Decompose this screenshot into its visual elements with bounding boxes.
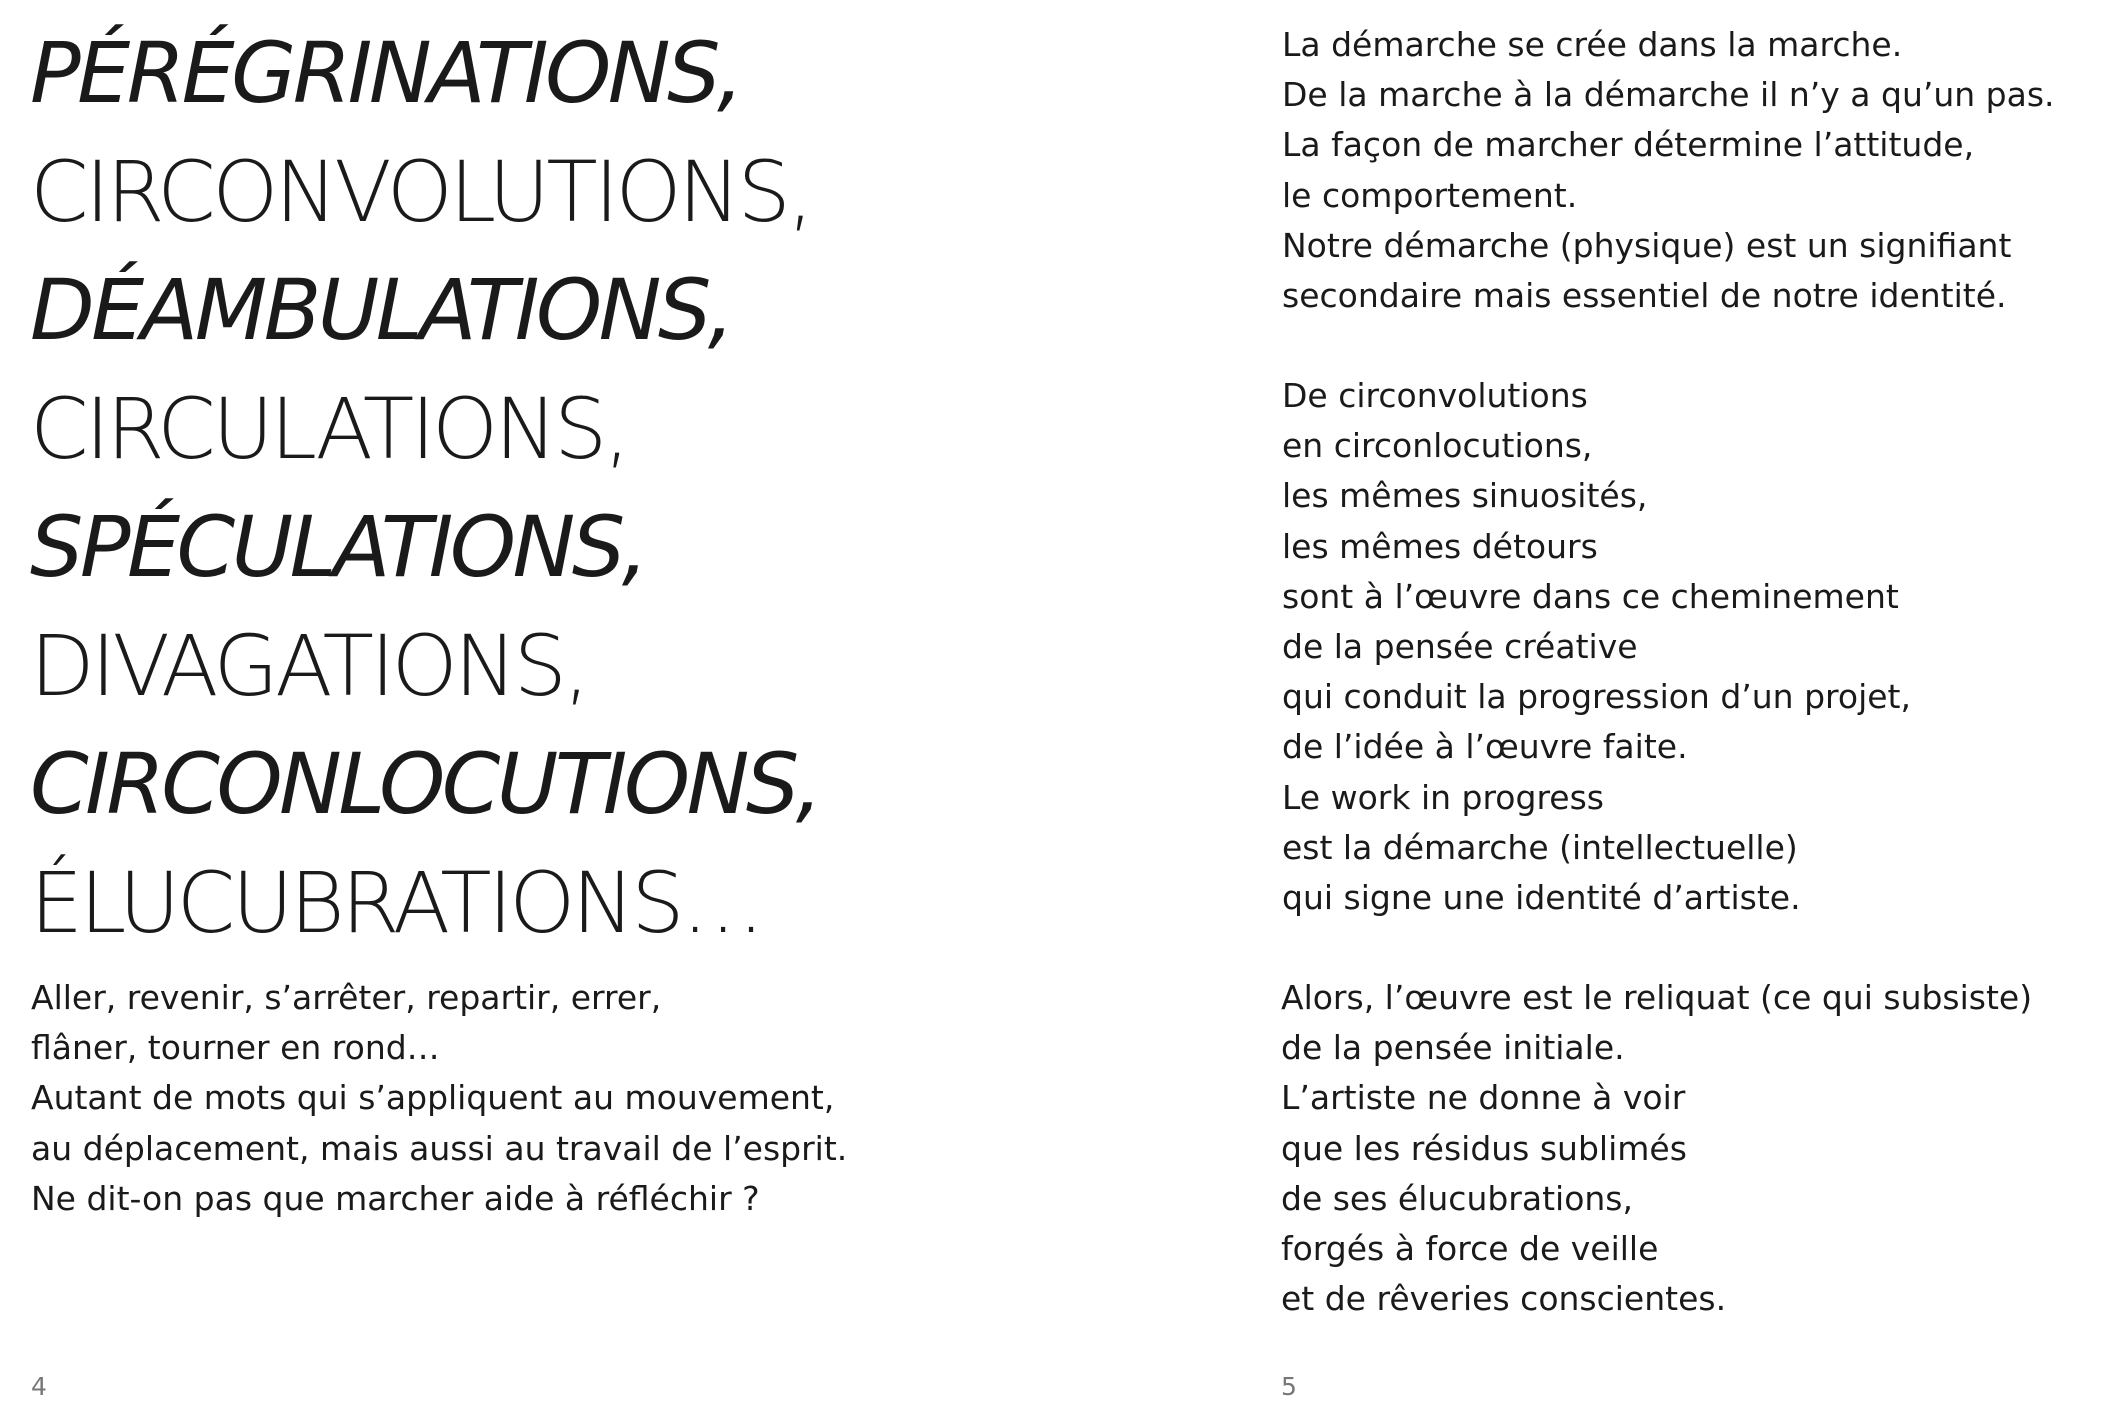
text-line: La démarche se crée dans la marche.	[1282, 25, 1903, 64]
text-line: au déplacement, mais aussi au travail de l’esprit.	[31, 1128, 848, 1168]
text-line: de la pensée créative	[1282, 626, 1638, 666]
text-line: secondaire mais essentiel de notre identité.	[1282, 275, 2007, 315]
text-line: de la pensée initiale.	[1281, 1028, 1625, 1068]
text-line: de l’idée à l’œuvre faite.	[1282, 727, 1688, 767]
title-word: DÉAMBULATIONS,	[30, 261, 732, 359]
text-line: que les résidus sublimés	[1281, 1128, 1687, 1168]
text-line: en circonlocutions,	[1282, 426, 1593, 466]
text-line: le comportement.	[1282, 175, 1578, 215]
text-line: est la démarche (intellectuelle)	[1282, 827, 1798, 867]
text-line: La façon de marcher détermine l’attitude,	[1282, 125, 1975, 165]
left-paragraph	[31, 973, 847, 1224]
text-line: qui signe une identité d’artiste.	[1282, 877, 1801, 917]
text-line: L’artiste ne donne à voir	[1281, 1078, 1686, 1118]
left-page	[0, 0, 1056, 1401]
text-line: forgés à force de veille	[1281, 1228, 1659, 1268]
text-line: Notre démarche (physique) est un signifiant	[1282, 225, 2012, 265]
text-line: et de rêveries conscientes.	[1281, 1279, 1727, 1319]
page-number-right: 5	[1281, 1372, 1297, 1401]
title-word: ÉLUCUBRATIONS…	[30, 853, 762, 952]
text-line: qui conduit la progression d’un projet,	[1282, 677, 1911, 717]
right-paragraph-1	[1282, 20, 2055, 321]
right-paragraph-3	[1281, 973, 2032, 1324]
title-word: DIVAGATIONS,	[30, 616, 587, 715]
text-line: Le work in progress	[1282, 777, 1604, 817]
text-line: flâner, tourner en rond…	[31, 1028, 440, 1068]
text-line: Aller, revenir, s’arrêter, repartir, errer,	[31, 978, 662, 1017]
page-number-left: 4	[31, 1372, 47, 1401]
text-line: De la marche à la démarche il n’y a qu’un pas.	[1282, 75, 2055, 115]
text-line: Ne dit-on pas que marcher aide à réfléchir ?	[31, 1178, 760, 1218]
text-line: les mêmes sinuosités,	[1282, 476, 1648, 516]
text-line: Alors, l’œuvre est le reliquat (ce qui subsiste)	[1281, 978, 2033, 1017]
title-word: CIRCULATIONS,	[30, 379, 627, 478]
text-line: de ses élucubrations,	[1281, 1178, 1633, 1218]
text-line: Autant de mots qui s’appliquent au mouvement,	[31, 1078, 835, 1118]
text-line: les mêmes détours	[1282, 526, 1598, 566]
text-line: sont à l’œuvre dans ce cheminement	[1282, 576, 1899, 616]
title-word: CIRCONLOCUTIONS,	[30, 735, 819, 833]
title-word-list	[30, 14, 819, 962]
text-line: De circonvolutions	[1282, 376, 1588, 415]
right-paragraph-2	[1282, 371, 1911, 923]
title-word: SPÉCULATIONS,	[30, 498, 645, 596]
title-word: CIRCONVOLUTIONS,	[30, 142, 811, 241]
title-word: PÉRÉGRINATIONS,	[30, 24, 741, 122]
